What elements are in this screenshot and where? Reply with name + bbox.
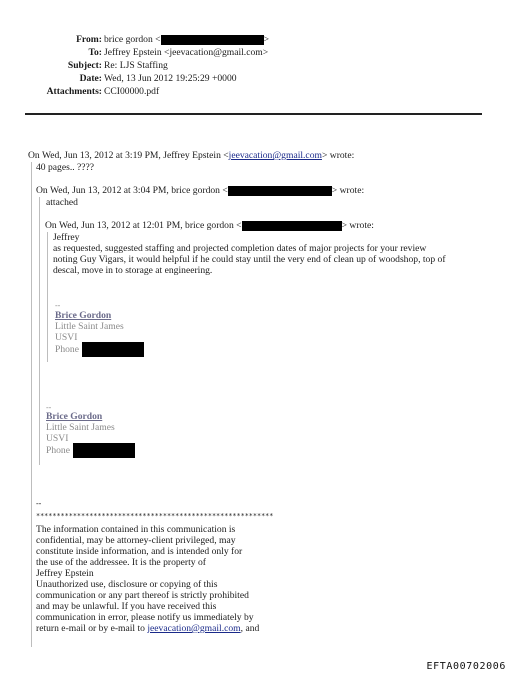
sig-dashes: -- xyxy=(46,403,52,412)
sig-location: Little Saint James xyxy=(55,321,124,332)
attachments-label: Attachments: xyxy=(46,86,102,97)
subject-value: Re: LJS Staffing xyxy=(104,60,168,71)
from-value xyxy=(104,34,269,45)
quote3-line3: descal, move in to storage at engineering. xyxy=(53,265,213,276)
sig-region: USVI xyxy=(55,332,78,343)
disclaimer-line: communication in error, please notify us immediately by xyxy=(36,612,254,623)
disclaimer-email-link[interactable]: jeevacation@gmail.com xyxy=(147,623,241,634)
quote2-attribution xyxy=(36,185,364,196)
disclaimer-last-line xyxy=(36,623,259,634)
from-label: From: xyxy=(76,34,102,45)
disclaimer-line: the use of the addressee. It is the property of xyxy=(36,557,206,568)
quote-bar-level2 xyxy=(39,197,40,465)
date-label: Date: xyxy=(79,73,102,84)
disclaimer-line: confidential, may be attorney-client privileged, may xyxy=(36,535,236,546)
redaction-box xyxy=(228,186,332,196)
quote1-email-link[interactable]: jeevacation@gmail.com xyxy=(228,150,322,161)
redaction-box xyxy=(242,221,342,231)
to-value: Jeffrey Epstein <jeevacation@gmail.com> xyxy=(104,47,269,58)
date-value: Wed, 13 Jun 2012 19:25:29 +0000 xyxy=(104,73,237,84)
quote3-attribution xyxy=(45,220,374,231)
redaction-box xyxy=(161,35,264,45)
to-label: To: xyxy=(88,47,102,58)
quote1-suffix: > wrote: xyxy=(321,150,355,161)
disclaimer-last-prefix: return e-mail or by e-mail to xyxy=(36,623,148,634)
disclaimer-stars: ********************************************************** xyxy=(36,512,274,520)
sig-name-link[interactable]: Brice Gordon xyxy=(55,310,112,321)
disclaimer-line: constitute inside information, and is intended only for xyxy=(36,546,243,557)
disclaimer-last-suffix: , and xyxy=(240,623,260,634)
bates-number: EFTA00702006 xyxy=(426,660,506,672)
disclaimer-line: and may be unlawful. If you have received this xyxy=(36,601,217,612)
from-text: brice gordon < xyxy=(104,34,161,45)
redaction-box xyxy=(82,342,144,357)
quote-bar-level3 xyxy=(47,232,48,362)
quote-bar-level1 xyxy=(31,162,32,647)
quote3-line2: noting Guy Vigars, it would helpful if he could stay until the very end of clean up of woodshop, top of xyxy=(53,254,446,265)
sig-name-link[interactable]: Brice Gordon xyxy=(46,411,103,422)
quote3-prefix: On Wed, Jun 13, 2012 at 12:01 PM, brice gordon < xyxy=(45,220,242,231)
sig-dashes: -- xyxy=(55,301,61,310)
quote3-line1: as requested, suggested staffing and projected completion dates of major projects for your review xyxy=(53,243,427,254)
redaction-box xyxy=(73,443,135,458)
sig-phone-label: Phone xyxy=(46,445,70,456)
attachments-value[interactable]: CCI00000.pdf xyxy=(104,86,160,97)
quote2-suffix: > wrote: xyxy=(331,185,365,196)
sig-phone-label: Phone xyxy=(55,344,79,355)
sig-phone xyxy=(55,344,79,355)
header-divider xyxy=(25,113,482,115)
sig-phone xyxy=(46,445,70,456)
subject-label: Subject: xyxy=(67,60,102,71)
sig-location: Little Saint James xyxy=(46,422,115,433)
quote3-greeting: Jeffrey xyxy=(53,232,80,243)
quote3-suffix: > wrote: xyxy=(341,220,374,231)
disclaimer-line: communication or any part thereof is strictly prohibited xyxy=(36,590,249,601)
sig-region: USVI xyxy=(46,433,69,444)
disclaimer-line: Jeffrey Epstein xyxy=(36,568,94,579)
quote1-body: 40 pages.. ???? xyxy=(36,162,95,173)
disclaimer-line: The information contained in this communication is xyxy=(36,524,236,535)
quote2-body: attached xyxy=(46,197,78,208)
disclaimer-line: Unauthorized use, disclosure or copying of this xyxy=(36,579,218,590)
quote2-prefix: On Wed, Jun 13, 2012 at 3:04 PM, brice gordon < xyxy=(36,185,228,196)
disclaimer-dashes: -- xyxy=(36,499,42,508)
quote1-prefix: On Wed, Jun 13, 2012 at 3:19 PM, Jeffrey Epstein < xyxy=(28,150,229,161)
quote1-attribution xyxy=(28,150,354,161)
from-close: > xyxy=(263,34,269,45)
